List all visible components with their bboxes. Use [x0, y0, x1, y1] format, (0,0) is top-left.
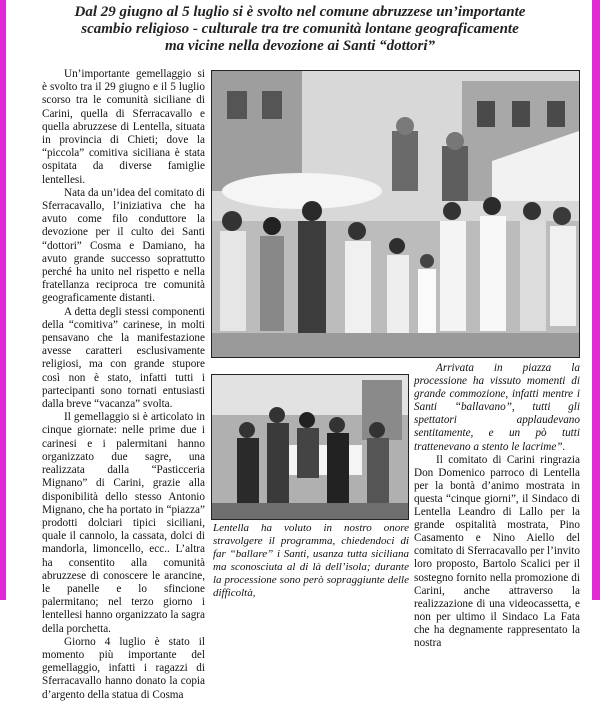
right-text-column	[414, 362, 580, 650]
headline-line: scambio religioso - culturale tra tre comunità lontane geograficamente	[81, 21, 519, 37]
magenta-border-left	[0, 0, 6, 600]
ceremony-photo	[211, 374, 409, 520]
paragraph: Giorno 4 luglio è stato il momento più importante del gemellaggio, infatti i ragazzi di Sferracavallo hanno donato la copia d’argento della statua di Cosma	[42, 635, 205, 701]
paragraph: Un’importante gemellaggio si è svolto tra il 29 giugno e il 5 luglio scorso tra le comunità siciliane di Carini, quella di Sferracavallo e quella abruzzese di Lentella, situata in provincia di Chieti; dove la “piccola” comitiva siciliana è stata ospitata da diverse famiglie lentellesi.	[42, 68, 205, 186]
photo-caption-top: Arrivata in piazza la processione ha vissuto momenti di grande commozione, infatti mentre i Santi “ballavano”, tutti gli spettatori applaudevano sentitamente, e un pò tutti trattenevano a stento le lacrime”.	[414, 362, 580, 453]
caption-text: Lentella ha voluto in nostro onore stravolgere il programma, chiedendoci di far “ballare” i Santi, usanza tutta siciliana ma sconosciuta al di là dell’isola; durante la processione sono però sopraggiunte delle difficoltà,	[213, 522, 409, 599]
photo-caption-bottom	[213, 522, 409, 600]
procession-photo	[211, 70, 580, 358]
paragraph: Il comitato di Carini ringrazia Don Domenico parroco di Lentella per la bontà d’animo mostrata in questa “cinque giorni”, il Sindaco di Lentella Leandro di Lallo per la grande ospitalità mostrata, Pino Casamento e Nino Aiello del comitato di Sferracavallo per l’invito loro proposto, Bartolo Scalici per il sostegno fornito nella promozione di Carini, anche attraverso la realizzazione di una videocassetta, e non per ultimo il Sindaco La Fata che ha degnamente rappresentato la nostra	[414, 453, 580, 649]
article-headline	[20, 4, 580, 55]
headline-line: ma vicine nella devozione ai Santi “dottori”	[165, 38, 435, 54]
paragraph: Il gemellaggio si è articolato in cinque giornate: nelle prime due i carinesi e i palermitani hanno organizzato due sagre, una realizzata dalla “Pasticceria Mignano” di Carini, grazie alla disponibilità dello stesso Antonio Mignano, che ha portato in “piazza” prodotti dolciari tipici siciliani, quale il cannolo, la cassata, dolci di mandorla, limoncello, ecc.. L’altra ha consentito alla comunità abruzzese di conoscere le arancine, le panelle e lo sfincione palermitano; nel terzo giorno i lentellesi hanno organizzato la sagra della porchetta.	[42, 411, 205, 635]
magenta-border-right	[592, 0, 600, 600]
paragraph: Nata da un’idea del comitato di Sferracavallo, l’iniziativa che ha avuto come filo conduttore la devozione per il culto dei Santi “dottori” Cosma e Damiano, ha avuto grande successo soprattutto perché ha unito nel rispetto e nella fratellanza reciproca tre comunità geograficamente distanti.	[42, 186, 205, 305]
left-text-column	[42, 68, 205, 702]
headline-line: Dal 29 giugno al 5 luglio si è svolto nel comune abruzzese un’importante	[74, 4, 526, 20]
paragraph: A detta degli stessi componenti della “comitiva” carinese, in molti pensavano che la manifestazione avesse caratteri esclusivamente religiosi, ma con grande stupore così non è stato, infatti tutti i partecipanti sono tornati entusiasti dalla breve “vacanza” svolta.	[42, 305, 205, 411]
